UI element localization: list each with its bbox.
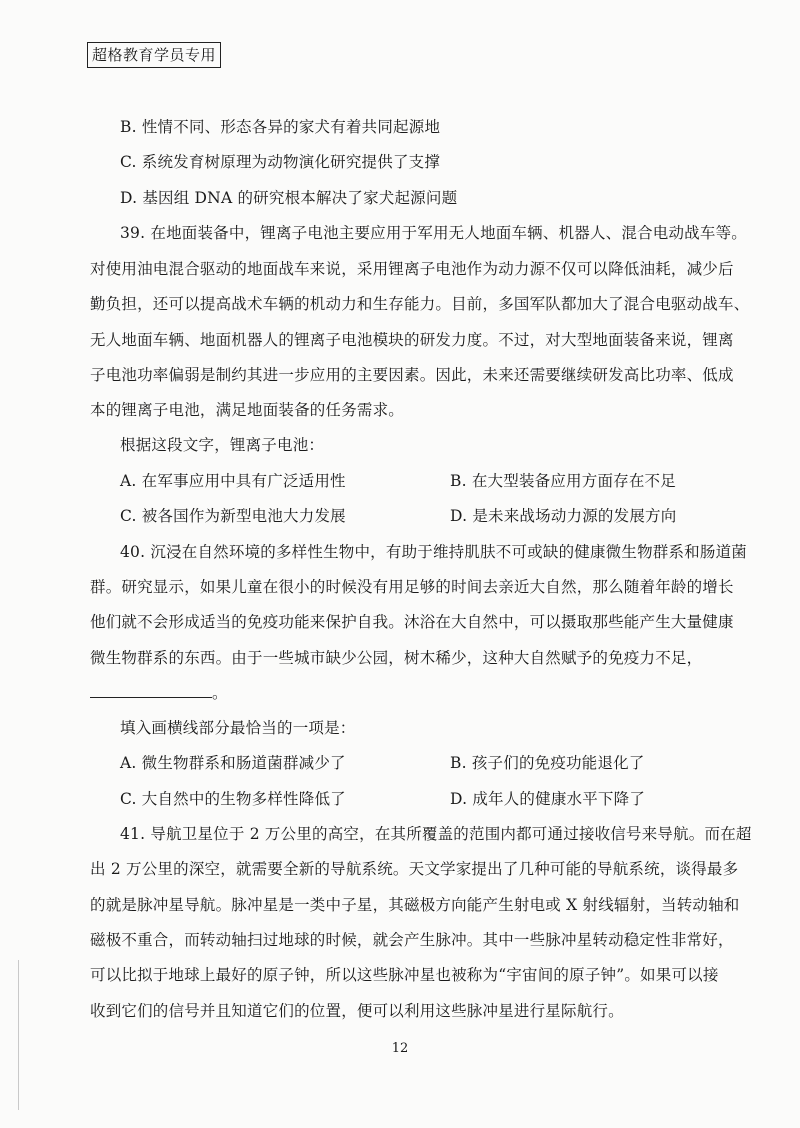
q40-paragraph-line: 40. 沉浸在自然环境的多样性生物中，有助于维持肌肤不可或缺的健康微生物群系和肠道菌	[120, 543, 747, 561]
q41-paragraph-line: 收到它们的信号并且知道它们的位置，便可以利用这些脉冲星进行星际航行。	[90, 1002, 624, 1020]
q39-paragraph-line: 本的锂离子电池，满足地面装备的任务需求。	[90, 401, 405, 419]
q39-paragraph-line: 无人地面车辆、地面机器人的锂离子电池模块的研发力度。不过，对大型地面装备来说，锂离	[90, 331, 734, 349]
q40-paragraph-line: 群。研究显示，如果儿童在很小的时候没有用足够的时间去亲近大自然，那么随着年龄的增长	[90, 578, 734, 596]
q41-paragraph-line: 41. 导航卫星位于 2 万公里的高空，在其所覆盖的范围内都可通过接收信号来导航。而在超	[120, 825, 752, 843]
q39-option-a: A. 在军事应用中具有广泛适用性	[120, 472, 346, 490]
q38-option-c: C. 系统发育树原理为动物演化研究提供了支撑	[120, 153, 441, 171]
q40-option-c: C. 大自然中的生物多样性降低了	[120, 790, 346, 808]
scan-edge-divider	[18, 960, 19, 1110]
q41-paragraph-line: 的就是脉冲星导航。脉冲星是一类中子星，其磁极方向能产生射电或 X 射线辐射，当转动轴和	[90, 896, 740, 914]
q40-paragraph-line: 他们就不会形成适当的免疫功能来保护自我。沐浴在大自然中，可以摄取那些能产生大量健康	[90, 613, 734, 631]
q41-paragraph-line: 出 2 万公里的深空，就需要全新的导航系统。天文学家提出了几种可能的导航系统，谈得最多	[90, 860, 739, 878]
q39-paragraph-line: 对使用油电混合驱动的地面战车来说，采用锂离子电池作为动力源不仅可以降低油耗，减少后	[90, 260, 734, 278]
q38-option-b: B. 性情不同、形态各异的家犬有着共同起源地	[120, 118, 441, 136]
q39-paragraph-line: 勤负担，还可以提高战术车辆的机动力和生存能力。目前，多国军队都加大了混合电驱动战车、	[90, 295, 750, 313]
q39-option-d: D. 是未来战场动力源的发展方向	[450, 507, 677, 525]
q41-paragraph-line: 可以比拟于地球上最好的原子钟，所以这些脉冲星也被称为“宇宙间的原子钟”。如果可以接	[90, 966, 719, 984]
q39-paragraph-line: 39. 在地面装备中，锂离子电池主要应用于军用无人地面车辆、机器人、混合电动战车等。	[120, 224, 747, 242]
answer-blank-underline	[90, 685, 212, 698]
q40-fill-blank	[90, 681, 228, 703]
q40-option-b: B. 孩子们的免疫功能退化了	[450, 754, 645, 772]
q40-prompt: 填入画横线部分最恰当的一项是：	[120, 719, 356, 737]
q38-option-d: D. 基因组 DNA 的研究根本解决了家犬起源问题	[120, 189, 458, 207]
blank-end-period: 。	[212, 684, 228, 702]
watermark-stamp: 超格教育学员专用	[87, 42, 221, 68]
q40-paragraph-line: 微生物群系的东西。由于一些城市缺少公园，树木稀少，这种大自然赋予的免疫力不足，	[90, 649, 703, 667]
page-number: 12	[391, 1041, 409, 1056]
q39-option-b: B. 在大型装备应用方面存在不足	[450, 472, 676, 490]
q41-paragraph-line: 磁极不重合，而转动轴扫过地球的时候，就会产生脉冲。其中一些脉冲星转动稳定性非常好，	[90, 931, 734, 949]
q39-prompt: 根据这段文字，锂离子电池：	[120, 436, 325, 454]
q39-paragraph-line: 子电池功率偏弱是制约其进一步应用的主要因素。因此，未来还需要继续研发高比功率、低成	[90, 366, 734, 384]
q40-option-a: A. 微生物群系和肠道菌群减少了	[120, 754, 346, 772]
q40-option-d: D. 成年人的健康水平下降了	[450, 790, 646, 808]
q39-option-c: C. 被各国作为新型电池大力发展	[120, 507, 346, 525]
